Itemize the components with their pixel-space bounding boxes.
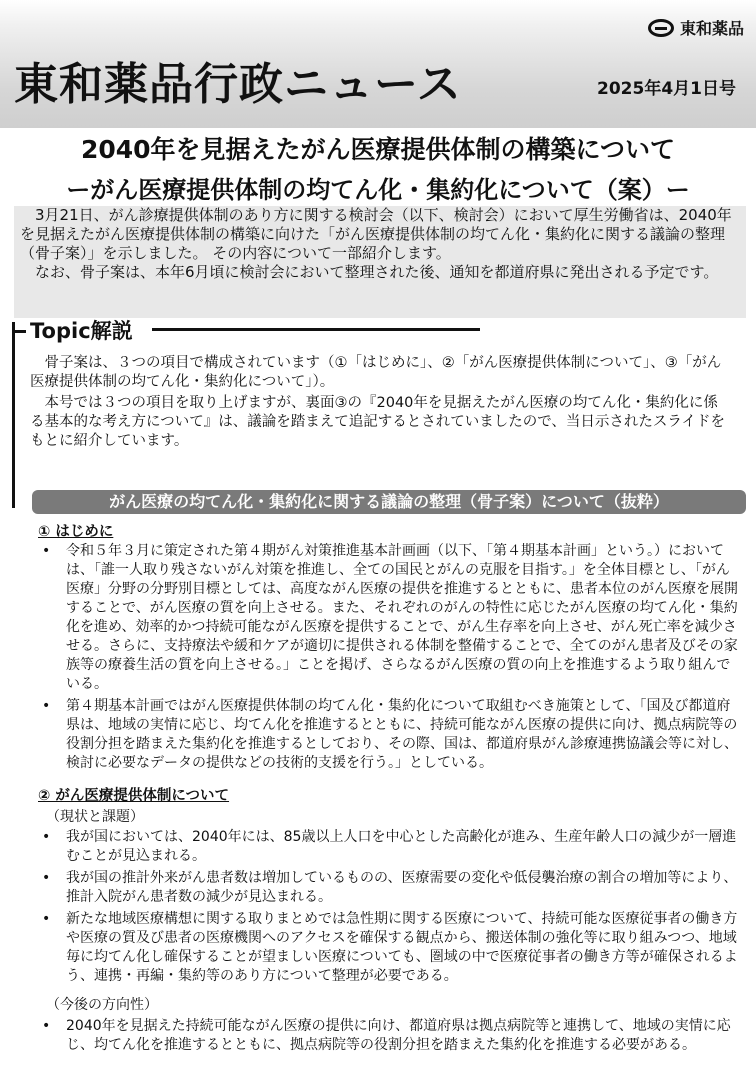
section2-subheading-future: （今後の方向性） <box>46 997 158 1013</box>
brand-logo <box>648 16 744 39</box>
topic-tick <box>12 330 26 333</box>
intro-box <box>14 206 746 318</box>
topic-body <box>30 354 730 453</box>
section1-heading: ① はじめに <box>38 524 114 540</box>
section2-current-list <box>40 828 740 989</box>
towa-logo-icon <box>648 19 674 37</box>
list-item: • 我が国においては、2040年には、85歳以上人口を中心とした高齢化が進み、生産年齢人口の減少が一層進むことが見込まれる。 <box>40 828 740 866</box>
section-banner: がん医療の均てん化・集約化に関する議論の整理（骨子案）について（抜粋） <box>32 490 746 514</box>
topic-rule <box>152 328 480 331</box>
list-item: • 我が国の推計外来がん患者数は増加しているものの、医療需要の変化や低侵襲治療の割合の増加等により、推計入院がん患者数の減少が見込まれる。 <box>40 869 740 907</box>
list-item: • 新たな地域医療構想に関する取りまとめでは急性期に関する医療について、持続可能な医療従事者の働き方や医療の質及び患者の医療機関へのアクセスを確保する観点から、搬送体制の強化等に取り組みつつ、地域毎に均てん化し確保することが望ましい医療についても、圏域の中で医療従事者の働き方等が確保されるよう、連携・再編・集約等のあり方について整理が必要である。 <box>40 910 740 986</box>
article-subtitle: ーがん医療提供体制の均てん化・集約化について（案）ー <box>66 176 690 204</box>
intro-paragraph-2: なお、骨子案は、本年6月頃に検討会において整理された後、通知を都道府県に発出される予定です。 <box>35 263 719 281</box>
issue-date: 2025年4月1日号 <box>597 79 736 99</box>
logo-text: 東和薬品 <box>679 19 744 38</box>
article-title: 2040年を見据えたがん医療提供体制の構築について <box>80 135 676 164</box>
header <box>0 0 756 128</box>
topic-heading: Topic解説 <box>30 319 133 343</box>
list-item: • 2040年を見据えた持続可能ながん医療の提供に向け、都道府県は拠点病院等と連携して、地域の実情に応じ、均てん化を推進するとともに、拠点病院等の役割分担を踏まえた集約化を推進する必要がある。 <box>40 1017 740 1055</box>
section2-subheading-current: （現状と課題） <box>46 809 144 825</box>
topic-vertical-rule <box>12 322 15 508</box>
topic-paragraph-1: 骨子案は、３つの項目で構成されています（①「はじめに」、②「がん医療提供体制について」、③「がん医療提供体制の均てん化・集約化について」）。 <box>30 355 722 390</box>
section2-heading: ② がん医療提供体制について <box>38 788 230 804</box>
list-item: • 令和５年３月に策定された第４期がん対策推進基本計画画（以下、「第４期基本計画」という。）においては、「誰一人取り残さないがん対策を推進し、全ての国民とがんの克服を目指す。」を全体目標とし、「がん医療」分野の分野別目標としては、高度ながん医療の提供を推進するとともに、患者本位のがん医療を展開することで、がん医療の質を向上させる。また、それぞれのがんの特性に応じたがん医療の均てん化・集約化を進め、効率的かつ持続可能ながん医療を提供することで、がん生存率を向上させ、がん死亡率を減少させる。さらに、支持療法や緩和ケアが適切に提供される体制を整備することで、全てのがん患者及びその家族等の療養生活の質を向上させる。」ことを掲げ、さらなるがん医療の質の向上を推進するよう取り組んでいる。 <box>40 542 740 694</box>
topic-paragraph-2: 本号では３つの項目を取り上げますが、裏面③の『2040年を見据えたがん医療の均てん化・集約化に係る基本的な考え方について』は、議論を踏まえて追記するとされていましたので、当日示されたスライドをもとに紹介しています。 <box>30 395 725 449</box>
list-item: • 第４期基本計画ではがん医療提供体制の均てん化・集約化について取組むべき施策として、「国及び都道府県は、地域の実情に応じ、均てん化を推進するとともに、持続可能ながん医療の提供に向け、拠点病院等の役割分担を踏まえた集約化を推進するとしており、その際、国は、都道府県がん診療連携協議会等に対し、検討に必要なデータの提供などの技術的支援を行う。」としている。 <box>40 697 740 773</box>
section1-list <box>40 542 740 776</box>
section2-future-list <box>40 1017 740 1058</box>
masthead-title: 東和薬品行政ニュース <box>14 59 462 110</box>
intro-paragraph-1: 3月21日、がん診療提供体制のあり方に関する検討会（以下、検討会）において厚生労働省は、2040年を見据えたがん医療提供体制の構築に向けた「がん医療提供体制の均てん化・集約化に関する議論の整理（骨子案）」を示しました。 その内容について一部紹介します。 <box>20 206 732 262</box>
